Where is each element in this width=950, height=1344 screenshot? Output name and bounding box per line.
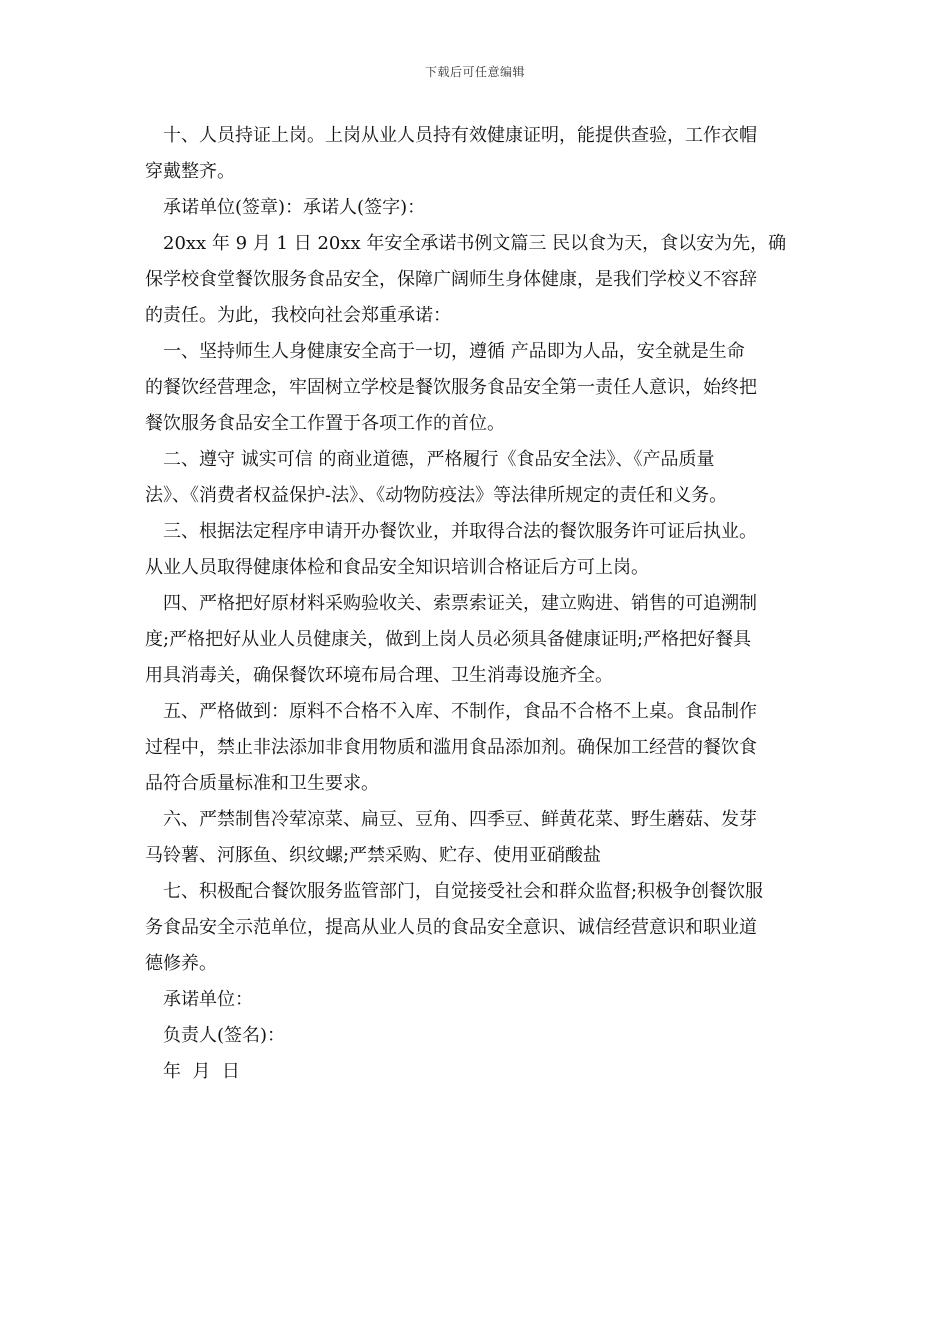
text-line: 七、积极配合餐饮服务监管部门，自觉接受社会和群众监督;积极争创餐饮服 xyxy=(163,881,764,902)
paragraph-item-2 xyxy=(145,442,807,514)
paragraph-item-7 xyxy=(145,874,807,982)
paragraph-intro xyxy=(145,226,807,334)
text-line: 品符合质量标准和卫生要求。 xyxy=(145,773,379,794)
text-line: 20xx 年 9 月 1 日 20xx 年安全承诺书例文篇三 民以食为天，食以安为先，确 xyxy=(163,233,787,254)
signature-unit-label: 承诺单位： xyxy=(163,989,253,1010)
text-line: 三、根据法定程序申请开办餐饮业，并取得合法的餐饮服务许可证后执业。 xyxy=(163,521,757,542)
text-line: 德修养。 xyxy=(145,953,217,974)
text-line: 马铃薯、河豚鱼、织纹螺;严禁采购、贮存、使用亚硝酸盐 xyxy=(145,845,602,866)
paragraph-item-6 xyxy=(145,802,807,874)
text-line: 六、严禁制售冷荤凉菜、扁豆、豆角、四季豆、鲜黄花菜、野生蘑菇、发芽 xyxy=(163,809,757,830)
text-line: 二、遵守 诚实可信 的商业道德，严格履行《食品安全法》、《产品质量 xyxy=(163,449,715,470)
text-line: 餐饮服务食品安全工作置于各项工作的首位。 xyxy=(145,413,505,434)
text-line: 十、人员持证上岗。上岗从业人员持有效健康证明，能提供查验，工作衣帽 xyxy=(163,125,757,146)
text-line: 从业人员取得健康体检和食品安全知识培训合格证后方可上岗。 xyxy=(145,557,649,578)
text-line: 一、坚持师生人身健康安全高于一切，遵循 产品即为人品，安全就是生命 xyxy=(163,341,745,362)
paragraph-signature-1 xyxy=(145,190,807,226)
signature-person-label: 负责人(签名)： xyxy=(163,1025,286,1046)
text-line: 承诺单位(签章)：承诺人(签字)： xyxy=(163,197,426,218)
text-line: 用具消毒关，确保餐饮环境布局合理、卫生消毒设施齐全。 xyxy=(145,665,613,686)
text-line: 五、严格做到：原料不合格不入库、不制作，食品不合格不上桌。食品制作 xyxy=(163,701,757,722)
text-line: 度;严格把好从业人员健康关，做到上岗人员必须具备健康证明;严格把好餐具 xyxy=(145,629,752,650)
document-body xyxy=(145,118,807,1090)
text-line: 四、严格把好原材料采购验收关、索票索证关，建立购进、销售的可追溯制 xyxy=(163,593,757,614)
text-line: 的餐饮经营理念，牢固树立学校是餐饮服务食品安全第一责任人意识，始终把 xyxy=(145,377,757,398)
text-line: 务食品安全示范单位，提高从业人员的食品安全意识、诚信经营意识和职业道 xyxy=(145,917,757,938)
text-line: 的责任。为此，我校向社会郑重承诺： xyxy=(145,305,451,326)
text-line: 法》、《消费者权益保护-法》、《动物防疫法》等法律所规定的责任和义务。 xyxy=(145,485,728,506)
paragraph-item-3 xyxy=(145,514,807,586)
paragraph-item-10 xyxy=(145,118,807,190)
text-line: 保学校食堂餐饮服务食品安全，保障广阔师生身体健康，是我们学校义不容辞 xyxy=(145,269,757,290)
signature-date-label: 年 月 日 xyxy=(163,1061,240,1082)
paragraph-item-1 xyxy=(145,334,807,442)
paragraph-item-4 xyxy=(145,586,807,694)
page-header: 下载后可任意编辑 xyxy=(424,65,525,79)
text-line: 过程中，禁止非法添加非食用物质和滥用食品添加剂。确保加工经营的餐饮食 xyxy=(145,737,757,758)
signature-block xyxy=(145,982,807,1090)
text-line: 穿戴整齐。 xyxy=(145,161,235,182)
paragraph-item-5 xyxy=(145,694,807,802)
